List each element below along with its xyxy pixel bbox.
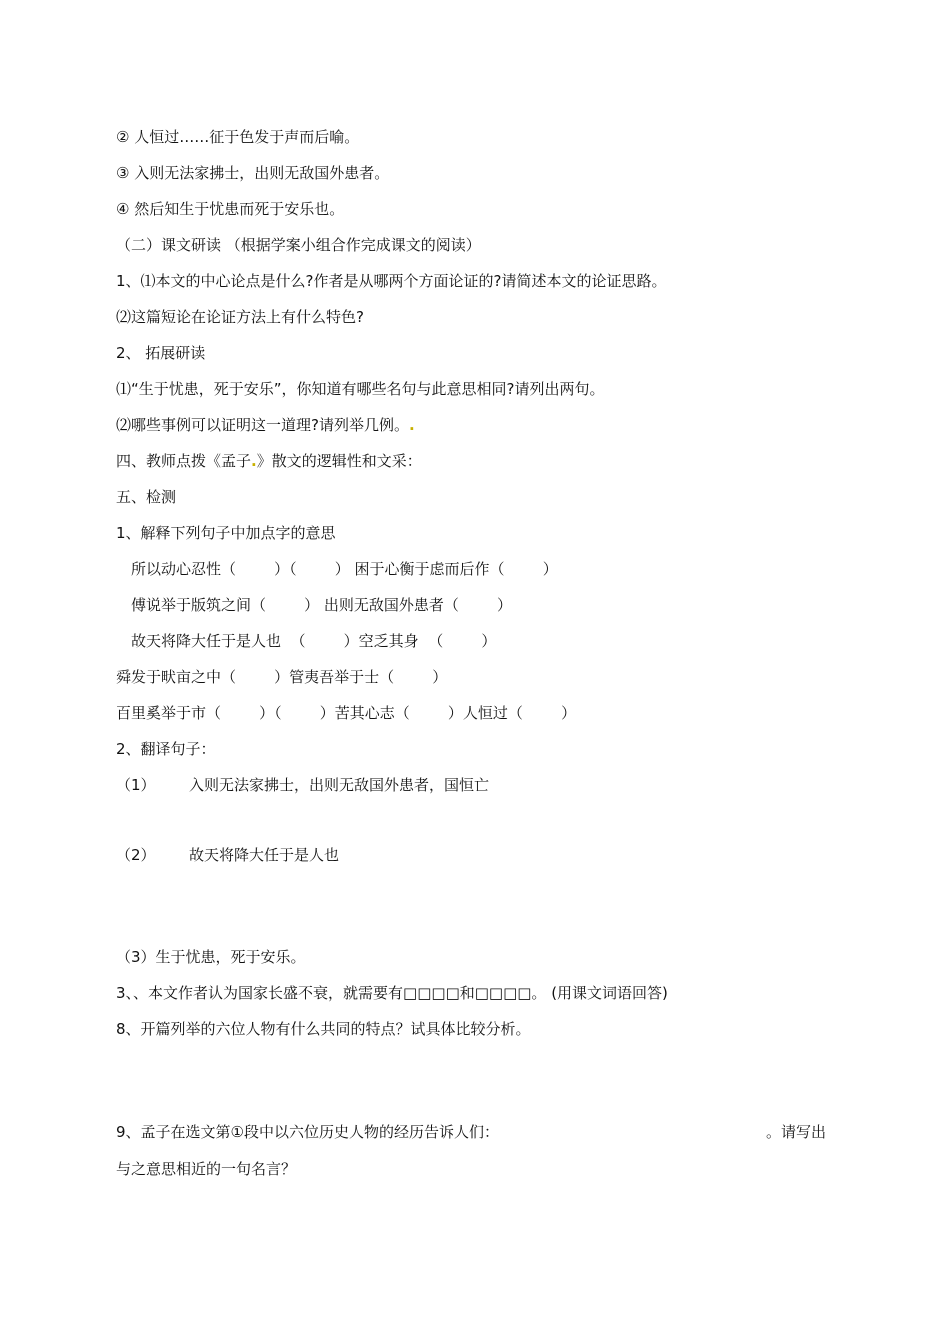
test-item-row-4: 舜发于畎亩之中（ ）管夷吾举于士（ ） xyxy=(116,668,448,686)
question-9-tail: 。请写出 xyxy=(766,1123,827,1141)
question-8: 8、开篇列举的六位人物有什么共同的特点？试具体比较分析。 xyxy=(116,1020,531,1038)
extension-question-1: ⑴“生于忧患，死于安乐”，你知道有哪些名句与此意思相同?请列出两句。 xyxy=(116,380,605,398)
test-item-row-1: 所以动心忍性（ ）（ ） 困于心衡于虑而后作（ ） xyxy=(131,560,558,578)
quote-line-3: ③ 入则无法家拂士，出则无敌国外患者。 xyxy=(116,164,390,182)
translate-sentence-1: 入则无法家拂士，出则无敌国外患者，国恒亡 xyxy=(189,776,490,794)
section-five-heading: 五、检测 xyxy=(116,488,177,506)
quote-line-4: ④ 然后知生于忧患而死于安乐也。 xyxy=(116,200,345,218)
test-item-row-3: 故天将降大任于是人也 （ ）空乏其身 （ ） xyxy=(131,632,497,650)
dot-mark: . xyxy=(408,416,415,434)
translate-number-2: （2） xyxy=(116,846,156,864)
quote-line-2: ② 人恒过……征于色发于声而后喻。 xyxy=(116,128,360,146)
dot-mark: . xyxy=(251,452,257,470)
test-item-row-2: 傅说举于版筑之间（ ） 出则无敌国外患者（ ） xyxy=(131,596,513,614)
test-question-1: 1、解释下列句子中加点字的意思 xyxy=(116,524,336,542)
translate-heading: 2、翻译句子： xyxy=(116,740,216,758)
extension-heading: 2、 拓展研读 xyxy=(116,344,206,362)
translate-sentence-2: 故天将降大任于是人也 xyxy=(189,846,340,864)
question-9: 9、孟子在选文第①段中以六位历史人物的经历告诉人们： xyxy=(116,1123,499,1141)
translate-number-1: （1） xyxy=(116,776,156,794)
section-four-heading: 四、教师点拨《孟子.》散文的逻辑性和文采： xyxy=(116,452,422,470)
question-3: 3、、本文作者认为国家长盛不衰，就需要有□□□□和□□□□。 (用课文词语回答) xyxy=(116,984,668,1002)
section-text-study-heading: （二）课文研读 （根据学案小组合作完成课文的阅读） xyxy=(116,236,481,254)
question-1-1: 1、⑴本文的中心论点是什么?作者是从哪两个方面论证的?请简述本文的论证思路。 xyxy=(116,272,667,290)
question-9-continuation: 与之意思相近的一句名言？ xyxy=(116,1160,297,1178)
translate-sentence-3: （3）生于忧患，死于安乐。 xyxy=(116,948,306,966)
question-1-2: ⑵这篇短论在论证方法上有什么特色? xyxy=(116,308,364,326)
extension-question-2: ⑵哪些事例可以证明这一道理?请列举几例。. xyxy=(116,416,415,434)
test-item-row-5: 百里奚举于市（ ）（ ）苦其心志（ ）人恒过（ ） xyxy=(116,704,577,722)
